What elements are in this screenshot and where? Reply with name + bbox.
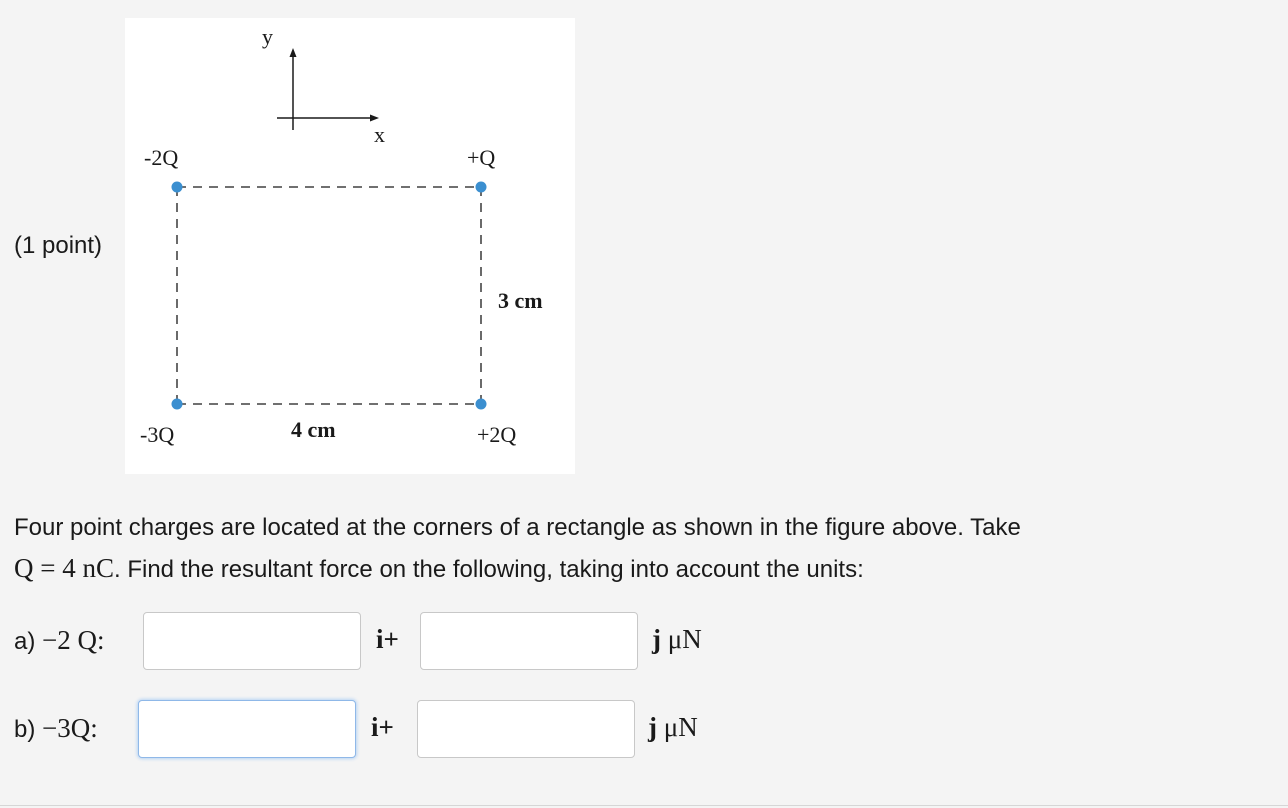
part-a-charge: −2 Q: — [42, 625, 105, 655]
charge-label-bottom-left: -3Q — [140, 422, 175, 447]
height-dimension-label: 3 cm — [498, 288, 543, 313]
part-b-y-component-input[interactable] — [417, 700, 635, 758]
given-charge-value: Q = 4 nC — [14, 553, 114, 583]
figure-svg — [125, 18, 575, 474]
x-axis-arrow-icon — [370, 115, 379, 122]
part-b-i-unit: i+ — [371, 712, 394, 742]
charge-dot-top-left — [172, 182, 183, 193]
part-a-prefix: a) — [14, 628, 43, 655]
charge-label-top-left: -2Q — [144, 145, 179, 170]
part-a-i-unit: i+ — [376, 624, 399, 654]
part-b-x-component-input[interactable] — [138, 700, 356, 758]
part-a-label — [14, 625, 105, 656]
charge-label-top-right: +Q — [467, 145, 496, 170]
charge-dot-bottom-right — [476, 399, 487, 410]
width-dimension-label: 4 cm — [291, 417, 336, 442]
charge-label-bottom-right: +2Q — [477, 422, 517, 447]
charge-rectangle-figure — [125, 18, 575, 474]
charge-dot-top-right — [476, 182, 487, 193]
problem-text-after: . Find the resultant force on the following, taking into account the units: — [113, 556, 864, 583]
part-b-label — [14, 713, 98, 744]
part-a-x-component-input[interactable] — [143, 612, 361, 670]
part-b-j-unit: j μN — [648, 712, 698, 742]
part-b-charge: −3Q: — [42, 713, 98, 743]
part-a-y-component-input[interactable] — [420, 612, 638, 670]
x-axis-label: x — [374, 122, 385, 147]
bottom-divider — [0, 805, 1288, 806]
y-axis-arrow-icon — [290, 48, 297, 57]
part-b-prefix: b) — [14, 716, 43, 743]
part-a-j-unit: j μN — [652, 624, 702, 654]
part-a-row — [14, 612, 754, 670]
charge-dot-bottom-left — [172, 399, 183, 410]
problem-statement — [14, 508, 1254, 590]
problem-text-before: Four point charges are located at the corners of a rectangle as shown in the figure above. Take — [14, 514, 1021, 541]
y-axis-label: y — [262, 24, 273, 49]
points-label: (1 point) — [14, 232, 103, 259]
part-b-row — [14, 700, 754, 758]
